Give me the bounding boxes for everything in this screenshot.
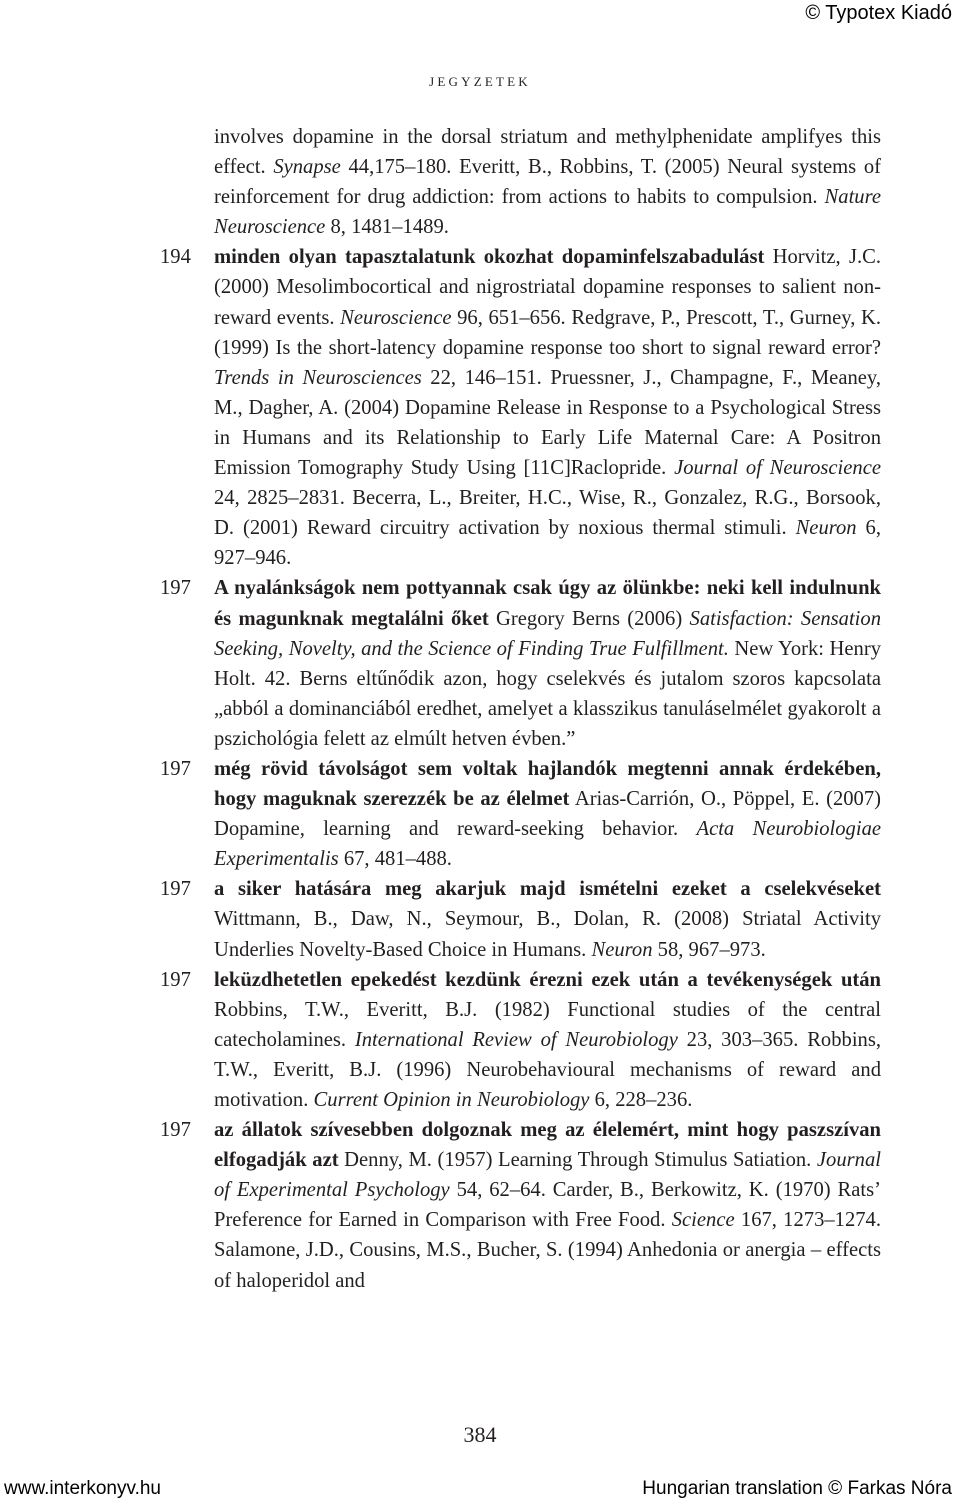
citation-title: Neuron (795, 517, 857, 540)
note-text: 6, 927–946. (214, 517, 881, 570)
page-number: 384 (463, 1422, 497, 1447)
note-entry (160, 122, 881, 242)
note-entry (160, 754, 881, 874)
citation-title: Neuron (591, 938, 653, 961)
note-number: 197 (160, 1119, 191, 1142)
note-text: 58, 967–973. (652, 938, 766, 961)
note-text: New York: Henry Holt. 42. Berns eltűnődik azon, hogy cselekvés és jutalom szoros kapcsolata „abból a dominanciából eredhet, amelyet a klasszikus tanuláselmélet gyakorolt a pszichológia felett az elmúlt hetven évben.” (214, 637, 881, 750)
citation-title: Satisfaction: Sensation Seeking, Novelty, and the Science of Finding True Fulfillment. (214, 607, 881, 660)
note-text: 167, 1273–1274. Salamone, J.D., Cousins, M.S., Bucher, S. (1994) Anhedonia or anergia – effects of haloperidol and (214, 1209, 881, 1292)
citation-title: Acta Neurobiologiae Experimentalis (214, 818, 882, 871)
note-heading: az állatok szívesebben dolgoznak meg az élelemért, mint hogy paszszívan elfogadják azt (214, 1119, 881, 1172)
note-heading: még rövid távolságot sem voltak hajlandók megtenni annak érdekében, hogy maguknak szerezzék be az élelmet (214, 757, 881, 811)
note-entry (160, 242, 881, 573)
note-text: Gregory Berns (2006) (488, 607, 690, 630)
citation-title: Nature Neuroscience (214, 186, 881, 239)
note-number: 197 (160, 577, 191, 600)
note-text: 8, 1481–1489. (325, 216, 449, 239)
note-text: Wittmann, B., Daw, N., Seymour, B., Dolan, R. (2008) Striatal Activity Underlies Novelty-Based Choice in Humans. (214, 908, 881, 961)
note-text: involves dopamine in the dorsal striatum and methylphenidate amplifyes this effect. (214, 126, 881, 179)
note-number: 197 (160, 757, 191, 780)
note-text: 23, 303–365. Robbins, T.W., Everitt, B.J. (1996) Neurobehavioural mechanisms of reward and motivation. (214, 1028, 881, 1111)
footer-translation-credit: Hungarian translation © Farkas Nóra (642, 1478, 952, 1499)
note-entry (160, 874, 881, 964)
citation-title: Journal of Experimental Psychology (214, 1149, 881, 1202)
note-text: 44,175–180. Everitt, B., Robbins, T. (2005) Neural systems of reinforcement for drug addiction: from actions to habits to compulsion. (214, 156, 881, 209)
note-heading: a siker hatására meg akarjuk majd ismételni ezeket a cselekvéseket (214, 878, 881, 901)
note-entry (160, 573, 881, 754)
note-entry (160, 1115, 881, 1296)
note-text: 24, 2825–2831. Becerra, L., Breiter, H.C., Wise, R., Gonzalez, R.G., Borsook, D. (2001) Reward circuitry activation by noxious thermal stimuli. (214, 487, 881, 540)
note-number: 197 (160, 878, 191, 901)
citation-title: Current Opinion in Neurobiology (313, 1089, 590, 1111)
citation-title: Neuroscience (340, 306, 452, 329)
note-text: 96, 651–656. Redgrave, P., Prescott, T., Gurney, K. (1999) Is the short-latency dopamine response too short to signal reward error? (214, 306, 881, 359)
citation-title: Trends in Neurosciences (214, 366, 422, 389)
footer-website: www.interkonyv.hu (4, 1478, 161, 1499)
note-number: 194 (160, 246, 191, 269)
note-text: 22, 146–151. Pruessner, J., Champagne, F., Meaney, M., Dagher, A. (2004) Dopamine Release in Response to a Psychological Stress in Humans and its Relationship to Early Life Maternal Care: A Positron Emission Tomography Study Using [11C]Raclopride. (214, 366, 882, 480)
running-head: jegyzetek (429, 70, 531, 91)
citation-title: Journal of Neuroscience (674, 457, 881, 480)
copyright-notice: © Typotex Kiadó (805, 2, 952, 24)
citation-title: International Review of Neurobiology (354, 1028, 678, 1051)
note-heading: minden olyan tapasztalatunk okozhat dopaminfelszabadulást (214, 246, 765, 269)
note-text: 67, 481–488. (338, 848, 452, 871)
note-number: 197 (160, 968, 191, 991)
note-heading: A nyalánkságok nem pottyannak csak úgy az ölünkbe: neki kell indulnunk és magunknak megtalálni őket (214, 577, 881, 630)
note-text: Arias-Carrión, O., Pöppel, E. (2007) Dopamine, learning and reward-seeking behavior. (214, 788, 881, 841)
note-text: Horvitz, J.C. (2000) Mesolimbocortical and nigrostriatal dopamine responses to salient non-reward events. (214, 246, 881, 329)
notes-list (160, 122, 881, 1296)
note-text: Denny, M. (1957) Learning Through Stimulus Satiation. (338, 1149, 817, 1172)
citation-title: Science (671, 1209, 735, 1232)
note-text: 6, 228–236. (589, 1089, 693, 1111)
note-text: Robbins, T.W., Everitt, B.J. (1982) Functional studies of the central catecholamines. (214, 998, 881, 1051)
note-heading: leküzdhetetlen epekedést kezdünk érezni ezek után a tevékenységek után (214, 968, 881, 991)
citation-title: Synapse (273, 156, 341, 179)
note-text: 54, 62–64. Carder, B., Berkowitz, K. (1970) Rats’ Preference for Earned in Comparison with Free Food. (214, 1179, 882, 1232)
note-entry (160, 965, 881, 1115)
